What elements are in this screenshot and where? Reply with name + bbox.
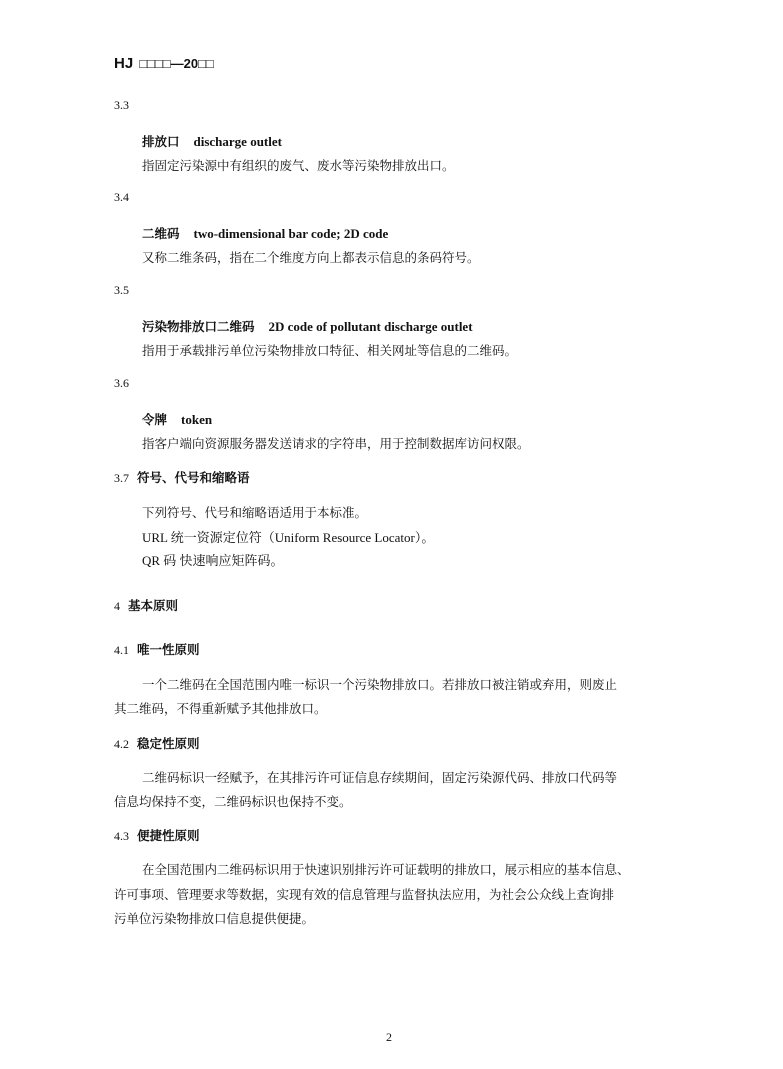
section-number: 4.1: [114, 643, 129, 657]
term-en: discharge outlet: [193, 134, 282, 149]
section-intro: 下列符号、代号和缩略语适用于本标准。: [142, 505, 368, 520]
page-number: 2: [386, 1030, 392, 1044]
term-zh: 令牌: [142, 412, 168, 427]
header-code: □□□□—20□□: [139, 56, 214, 71]
section-heading: [114, 640, 200, 658]
clause-number: 3.6: [114, 376, 129, 390]
term-en: two-dimensional bar code; 2D code: [193, 226, 389, 241]
paragraph-line: 在全国范围内二维码标识用于快速识别排污许可证载明的排放口，展示相应的基本信息、: [142, 862, 630, 877]
term-definition: 指用于承载排污单位污染物排放口特征、相关网址等信息的二维码。: [142, 343, 518, 358]
abbreviation-item: URL 统一资源定位符（Uniform Resource Locator）。: [142, 530, 435, 545]
header-label: HJ: [114, 55, 134, 72]
term-definition: 指固定污染源中有组织的废气、废水等污染物排放出口。: [142, 158, 455, 173]
term-zh: 二维码: [142, 226, 180, 241]
paragraph-line: 其二维码，不得重新赋予其他排放口。: [114, 701, 327, 716]
paragraph-line: 污单位污染物排放口信息提供便捷。: [114, 911, 315, 926]
term-zh: 排放口: [142, 134, 180, 149]
term-heading: [142, 317, 473, 335]
section-title: 唯一性原则: [137, 642, 200, 657]
chapter-heading: [114, 596, 178, 614]
clause-number: 3.5: [114, 283, 129, 297]
paragraph-line: 二维码标识一经赋予，在其排污许可证信息存续期间，固定污染源代码、排放口代码等: [142, 770, 618, 785]
section-title: 稳定性原则: [137, 736, 200, 751]
section-number: 3.7: [114, 471, 129, 485]
term-en: 2D code of pollutant discharge outlet: [268, 319, 473, 334]
section-heading: [114, 734, 200, 752]
clause-number: 3.4: [114, 190, 129, 204]
term-zh: 污染物排放口二维码: [142, 319, 255, 334]
abbreviation-item: QR 码 快速响应矩阵码。: [142, 553, 284, 568]
section-heading: [114, 468, 250, 486]
section-title: 便捷性原则: [137, 828, 200, 843]
paragraph-line: 一个二维码在全国范围内唯一标识一个污染物排放口。若排放口被注销或弃用，则废止: [142, 677, 618, 692]
section-heading: [114, 826, 200, 844]
page-header: [114, 55, 214, 72]
section-number: 4.2: [114, 737, 129, 751]
paragraph-line: 信息均保持不变，二维码标识也保持不变。: [114, 794, 352, 809]
chapter-title: 基本原则: [128, 598, 179, 613]
section-title: 符号、代号和缩略语: [137, 470, 250, 485]
term-heading: [142, 132, 282, 150]
term-en: token: [181, 412, 213, 427]
chapter-number: 4: [114, 599, 120, 613]
paragraph-line: 许可事项、管理要求等数据，实现有效的信息管理与监督执法应用，为社会公众线上查询排: [114, 887, 615, 902]
section-number: 4.3: [114, 829, 129, 843]
term-definition: 又称二维条码，指在二个维度方向上都表示信息的条码符号。: [142, 250, 480, 265]
term-heading: [142, 410, 212, 428]
term-heading: [142, 224, 388, 242]
clause-number: 3.3: [114, 98, 129, 112]
term-definition: 指客户端向资源服务器发送请求的字符串，用于控制数据库访问权限。: [142, 436, 530, 451]
